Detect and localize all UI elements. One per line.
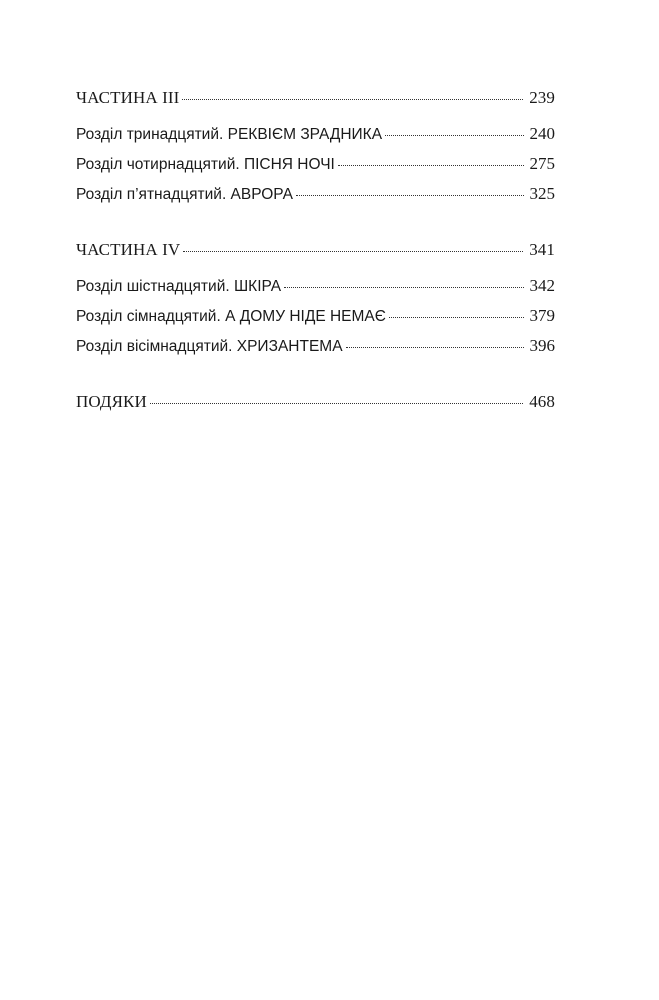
toc-chapter-16[interactable] bbox=[76, 271, 555, 301]
spacer bbox=[76, 361, 555, 387]
toc-chapter-title: Розділ тринадцятий. РЕКВІЄМ ЗРАДНИКА bbox=[76, 126, 383, 143]
dot-leader bbox=[346, 347, 524, 348]
toc-page-number: 325 bbox=[529, 184, 555, 203]
spacer bbox=[76, 209, 555, 235]
toc-page-number: 379 bbox=[529, 306, 555, 325]
table-of-contents bbox=[76, 83, 555, 417]
dot-leader bbox=[284, 287, 523, 288]
toc-chapter-13[interactable] bbox=[76, 119, 555, 149]
toc-part-3[interactable] bbox=[76, 83, 555, 113]
toc-chapter-title: Розділ шістнадцятий. ШКІРА bbox=[76, 278, 282, 295]
toc-page-number: 342 bbox=[529, 276, 555, 295]
toc-chapter-17[interactable] bbox=[76, 301, 555, 331]
toc-page-number: 468 bbox=[529, 392, 555, 411]
dot-leader bbox=[296, 195, 524, 196]
toc-page-number: 275 bbox=[529, 154, 555, 173]
toc-chapter-title: Розділ вісімнадцятий. ХРИЗАНТЕМА bbox=[76, 338, 343, 355]
toc-part-title: ПОДЯКИ bbox=[76, 392, 147, 411]
toc-chapter-14[interactable] bbox=[76, 149, 555, 179]
toc-part-title: ЧАСТИНА III bbox=[76, 88, 180, 107]
toc-chapter-title: Розділ чотирнадцятий. ПІСНЯ НОЧІ bbox=[76, 156, 335, 173]
toc-chapter-title: Розділ сімнадцятий. А ДОМУ НІДЕ НЕМАЄ bbox=[76, 308, 386, 325]
toc-chapter-18[interactable] bbox=[76, 331, 555, 361]
dot-leader bbox=[389, 317, 524, 318]
toc-chapter-15[interactable] bbox=[76, 179, 555, 209]
toc-chapter-title: Розділ п’ятнадцятий. АВРОРА bbox=[76, 186, 293, 203]
toc-page-number: 341 bbox=[529, 240, 555, 259]
toc-page-number: 240 bbox=[529, 124, 555, 143]
dot-leader bbox=[385, 135, 523, 136]
toc-part-title: ЧАСТИНА IV bbox=[76, 240, 181, 259]
dot-leader bbox=[182, 99, 523, 100]
dot-leader bbox=[150, 403, 523, 404]
toc-page-number: 239 bbox=[529, 88, 555, 107]
toc-acknowledgements[interactable] bbox=[76, 387, 555, 417]
dot-leader bbox=[338, 165, 524, 166]
toc-part-4[interactable] bbox=[76, 235, 555, 265]
toc-page-number: 396 bbox=[529, 336, 555, 355]
dot-leader bbox=[183, 251, 523, 252]
